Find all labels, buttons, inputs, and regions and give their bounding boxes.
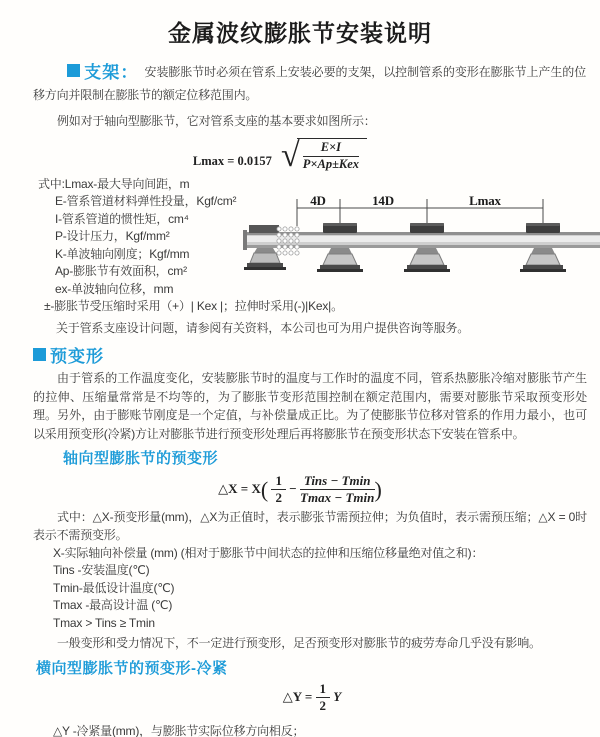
axial-symbol-list — [53, 545, 586, 633]
definition-line: 式中:Lmax-最大导向间距，m — [38, 176, 190, 191]
half-numerator: 1 — [316, 682, 331, 698]
symbol-line: Tmax > Tins ≥ Tmin — [53, 615, 155, 630]
page-title: 金属波纹膨胀节安装说明 — [168, 20, 432, 46]
support-intro-text: 安装膨胀节时必须在管系上安装必要的支架，以控制管系的变形在膨胀节上产生的位移方向并限制在膨胀节的额定位移范围内。 — [33, 65, 587, 102]
symbol-line: Tins -安装温度(℃) — [53, 563, 150, 578]
temperature-fraction-numerator: Tins − Tmin — [300, 474, 375, 490]
lateral-formula-explanation: △Y -冷紧量(mm)，与膨胀节实际位移方向相反； — [53, 723, 305, 737]
axial-closing-note: 一般变形和受力情况下，不一定进行预变形，足否预变形对膨胀节的疲劳寿命几乎没有影响。 — [57, 636, 541, 651]
lateral-predeform-heading: 横向型膨胀节的预变形-冷紧 — [36, 660, 228, 678]
pipe-support-diagram — [243, 192, 600, 288]
dim-label-14d: 14D — [372, 193, 394, 208]
predeform-paragraph: 由于管系的工作温度变化，安装膨胀节时的温度与工作时的温度不同，管系热膨胀冷缩对膨胀节产生的拉伸、压缩量常常是不均等的，为了膨胀节变形范围控制在额定范围内，需要对膨胀节采取预变形处理。另外，由于膨账节刚度是一个定值，与补偿量成正比。为了使膨胀节位移对管系的作用力最小，也可以采用预变形(冷紧)方让对膨胀节进行预变形处理后再将膨胀节在预变形状态下安装在管系中。 — [33, 371, 587, 441]
temperature-fraction-denominator: Tmax − Tmin — [300, 490, 375, 506]
lmax-fraction-denominator: P×Ap±Kex — [302, 156, 360, 171]
definition-line: K-单波轴向刚度；Kgf/mm — [55, 246, 190, 261]
symbol-line: X-实际轴向补偿量 (mm) (相对于膨胀节中间状态的拉伸和压缩位移量绝对值之和)： — [53, 545, 484, 560]
definition-line: ±-膨胀节受压缩时采用（+）| Kex |；拉伸时采用(-)|Kex|。 — [44, 299, 343, 313]
radical-expression — [281, 138, 367, 172]
predeform-section-heading: 预变形 — [50, 347, 104, 366]
definition-line: Ap-膨胀节有效面积，cm² — [55, 264, 187, 278]
radical-body — [297, 138, 367, 172]
lmax-formula-prefix: Lmax = 0.0157 — [192, 153, 272, 168]
definition-line: I-管系管道的惯性矩，cm⁴ — [55, 211, 189, 226]
lmax-fraction — [303, 141, 359, 172]
lateral-formula-prefix: △Y = — [282, 688, 313, 704]
support-note: 关于管系支座设计问题，请参阅有关资料，本公司也可为用户提供咨询等服务。 — [56, 320, 470, 335]
lmax-fraction-numerator: E×I — [303, 141, 359, 157]
definition-line: P-设计压力，Kgf/mm² — [55, 229, 170, 243]
section-marker-icon — [67, 64, 80, 77]
support-section-heading: 支架： — [84, 63, 139, 82]
lateral-formula-suffix: Y — [333, 688, 342, 704]
radical-sign: √ — [281, 136, 300, 174]
definition-line: E-管系管道材料弹性投量，Kgf/cm² — [55, 194, 237, 208]
lateral-predeform-formula — [0, 682, 600, 714]
symbol-line: Tmin-最低设计温度(℃) — [53, 580, 175, 595]
half-denominator: 2 — [319, 698, 327, 714]
axial-formula-explanation: 式中：△X-预变形量(mm)，△X为正值时，表示膨张节需预拉伸；为负值时，表示需预压缩；△X = 0时表示不需预变形。 — [33, 509, 587, 543]
dim-label-lmax: Lmax — [469, 193, 501, 208]
symbol-line: Tmax -最高设计温 (℃) — [53, 598, 173, 613]
half-numerator: 1 — [271, 474, 286, 490]
half-fraction — [271, 474, 286, 506]
dim-label-4d: 4D — [310, 193, 326, 208]
half-denominator: 2 — [275, 490, 282, 506]
open-paren: ( — [260, 476, 269, 502]
dimension-lines — [297, 193, 543, 226]
definition-line: ex-单波轴向位移，mm — [55, 281, 174, 296]
temperature-fraction — [300, 474, 375, 506]
lmax-formula — [0, 138, 600, 172]
axial-predeform-heading: 轴向型膨胀节的预变形 — [63, 450, 219, 467]
section-marker-icon — [33, 348, 46, 361]
support-intro-paragraph — [33, 61, 586, 107]
minus-operator: − — [289, 480, 297, 496]
support-example-line: 例如对于轴向型膨胀节，它对管系支座的基本要求如图所示： — [57, 114, 376, 128]
predeform-section-heading-row — [33, 342, 600, 367]
axial-formula-prefix: △X = X — [218, 480, 261, 496]
half-fraction — [316, 682, 331, 714]
axial-predeform-formula — [0, 474, 600, 506]
close-paren: ) — [374, 476, 382, 502]
